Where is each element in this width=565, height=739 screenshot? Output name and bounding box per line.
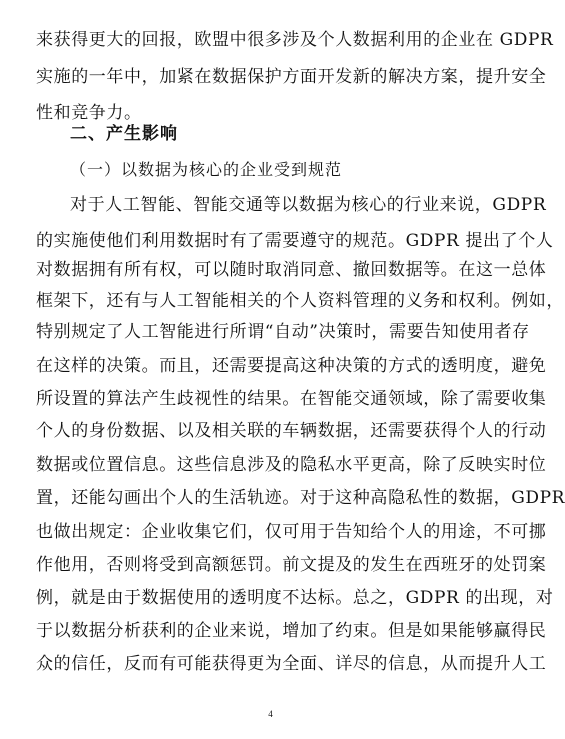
paragraph-line: 置，还能勾画出个人的生活轨迹。对于这种高隐私性的数据，GDPR bbox=[36, 488, 565, 508]
paragraph-line: 例，就是由于数据使用的透明度不达标。总之，GDPR 的出现，对 bbox=[36, 588, 554, 608]
paragraph-line: 框架下，还有与人工智能相关的个人资料管理的义务和权利。例如， bbox=[36, 291, 564, 311]
paragraph-line: 也做出规定：企业收集它们，仅可用于告知给个人的用途，不可挪 bbox=[36, 522, 547, 542]
paragraph-line: 于以数据分析获利的企业来说，增加了约束。但是如果能够赢得民 bbox=[36, 621, 547, 641]
paragraph-line: 的实施使他们利用数据时有了需要遵守的规范。GDPR 提出了个人 bbox=[36, 231, 554, 251]
page-number: 4 bbox=[268, 709, 273, 719]
paragraph-line: 个人的身份数据、以及相关联的车辆数据，还需要获得个人的行动 bbox=[36, 421, 547, 441]
paragraph-line: 作他用，否则将受到高额惩罚。前文提及的发生在西班牙的处罚案 bbox=[36, 555, 547, 575]
paragraph-line: 性和竞争力。 bbox=[36, 103, 142, 123]
paragraph-line: 在这样的决策。而且，还需要提高这种决策的方式的透明度，避免 bbox=[36, 356, 547, 376]
paragraph-line: 众的信任，反而有可能获得更为全面、详尽的信息，从而提升人工 bbox=[36, 654, 547, 674]
paragraph-line: 特别规定了人工智能进行所谓“自动”决策时，需要告知使用者存 bbox=[36, 322, 530, 342]
paragraph-line: 对于人工智能、智能交通等以数据为核心的行业来说，GDPR bbox=[70, 195, 547, 215]
paragraph-line: 来获得更大的回报，欧盟中很多涉及个人数据利用的企业在 GDPR bbox=[36, 30, 554, 50]
section-heading: 二、产生影响 bbox=[70, 124, 178, 144]
paragraph-line: 实施的一年中，加紧在数据保护方面开发新的解决方案，提升安全 bbox=[36, 67, 547, 87]
subsection-heading: （一）以数据为核心的企业受到规范 bbox=[70, 160, 343, 179]
paragraph-line: 对数据拥有所有权，可以随时取消同意、撤回数据等。在这一总体 bbox=[36, 260, 547, 280]
paragraph-line: 所设置的算法产生歧视性的结果。在智能交通领域，除了需要收集 bbox=[36, 389, 547, 409]
paragraph-line: 数据或位置信息。这些信息涉及的隐私水平更高，除了反映实时位 bbox=[36, 455, 547, 475]
